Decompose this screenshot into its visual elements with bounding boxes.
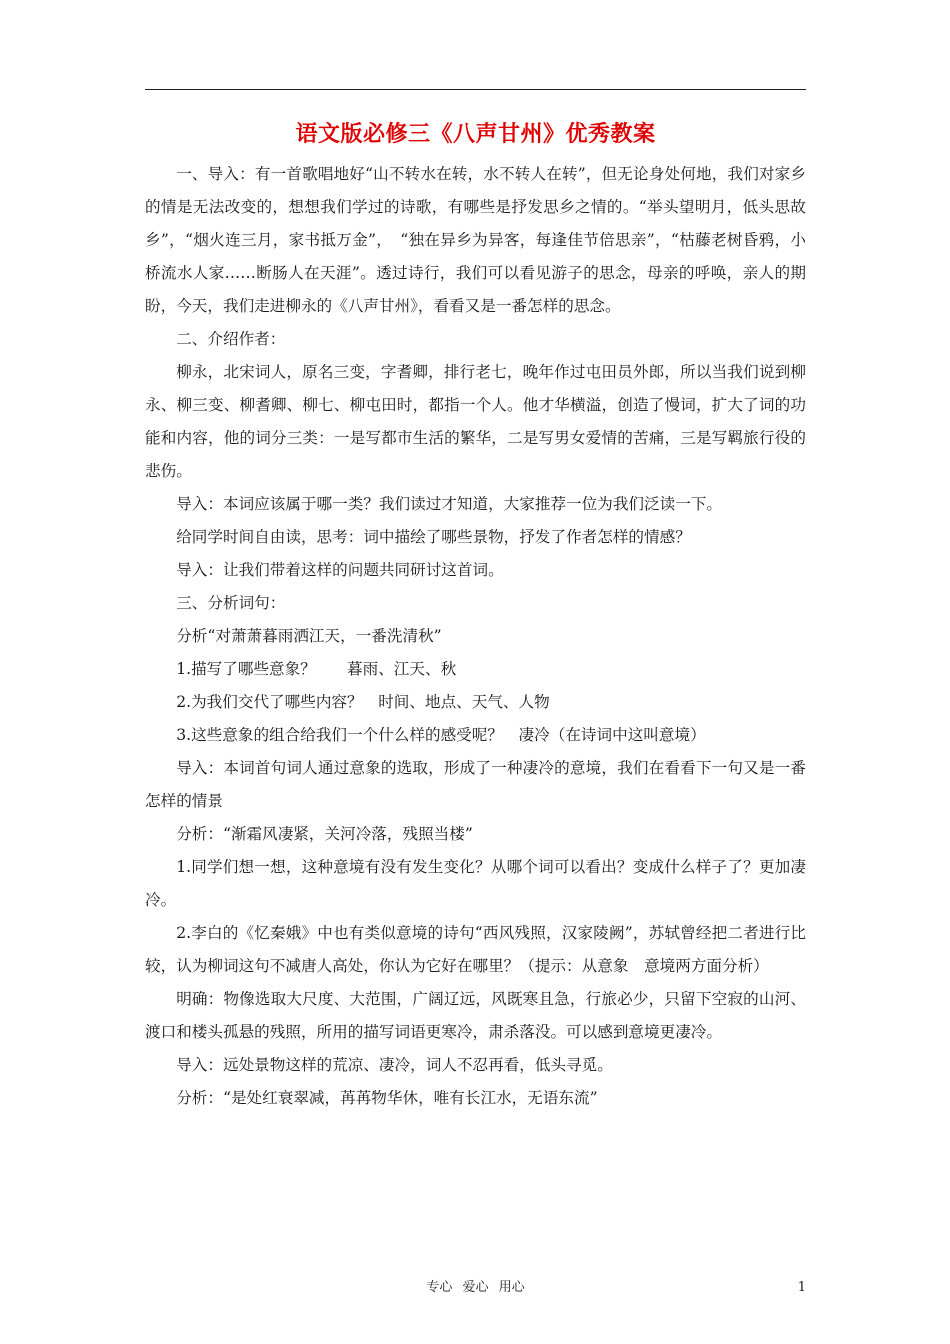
paragraph-analysis-line: 分析“对萧萧暮雨洒江天，一番洗清秋” [176, 627, 442, 645]
paragraph-reading-task: 给同学时间自由读，思考：词中描绘了哪些景物，抒发了作者怎样的情感？ [176, 528, 691, 546]
paragraph-lead-in: 导入：远处景物这样的荒凉、凄冷，词人不忍再看，低头寻觅。 [176, 1056, 613, 1074]
paragraph-answer: 明确：物像选取大尺度、大范围，广阔辽远，风既寒且急，行旅必少，只留下空寂的山河、渡口和楼头孤悬的残照，所用的描写词语更寒冷，肃杀落没。可以感到意境更凄冷。 [145, 990, 806, 1041]
question-item: 1.描写了哪些意象？ 暮雨、江天、秋 [176, 660, 457, 678]
header-rule [145, 89, 806, 90]
document-body [145, 158, 806, 1115]
paragraph-lead-in: 导入：本词应该属于哪一类？我们读过才知道，大家推荐一位为我们泛读一下。 [176, 495, 722, 513]
paragraph-lead-in: 导入：让我们带着这样的问题共同研讨这首词。 [176, 561, 504, 579]
section-heading-analysis: 三、分析词句： [176, 594, 286, 612]
paragraph-analysis-line: 分析：“是处红衰翠减，苒苒物华休，唯有长江水，无语东流” [176, 1089, 598, 1107]
page-number: 1 [797, 1280, 806, 1295]
paragraph-author: 柳永，北宋词人，原名三变，字耆卿，排行老七，晚年作过屯田员外郎，所以当我们说到柳永、柳三变、柳耆卿、柳七、柳屯田时，都指一个人。他才华横溢，创造了慢词，扩大了词的功能和内容，他的词分三类：一是写都市生活的繁华，二是写男女爱情的苦痛，三是写羁旅行役的悲伤。 [145, 363, 806, 480]
paragraph-lead-in: 导入：本词首句词人通过意象的选取，形成了一种凄冷的意境，我们在看看下一句又是一番怎样的情景 [145, 759, 806, 810]
page-footer [145, 1278, 806, 1298]
question-item: 2.李白的《忆秦娥》中也有类似意境的诗句“西风残照，汉家陵阙”，苏轼曾经把二者进行比较，认为柳词这句不减唐人高处，你认为它好在哪里？（提示：从意象 意境两方面分析） [145, 924, 806, 975]
question-item: 1.同学们想一想，这种意境有没有发生变化？从哪个词可以看出？变成什么样子了？更加凄冷。 [145, 858, 806, 909]
question-item: 3.这些意象的组合给我们一个什么样的感受呢？ 凄冷（在诗词中这叫意境） [176, 726, 706, 744]
document-title: 语文版必修三《八声甘州》优秀教案 [295, 121, 656, 147]
footer-motto: 专心 爱心 用心 [426, 1280, 525, 1295]
question-item: 2.为我们交代了哪些内容？ 时间、地点、天气、人物 [176, 693, 550, 711]
section-heading-author: 二、介绍作者： [176, 330, 286, 348]
paragraph-analysis-line: 分析：“渐霜风凄紧，关河冷落，残照当楼” [176, 825, 473, 843]
paragraph-intro: 一、导入：有一首歌唱地好“山不转水在转，水不转人在转”，但无论身处何地，我们对家乡的情是无法改变的，想想我们学过的诗歌，有哪些是抒发思乡之情的。“举头望明月，低头思故乡”，“烟火连三月，家书抵万金”， “独在异乡为异客，每逢佳节倍思亲”，“枯藤老树昏鸦，小桥流水人家……断肠人在天涯”。透过诗行，我们可以看见游子的思念，母亲的呼唤，亲人的期盼，今天，我们走进柳永的《八声甘州》，看看又是一番怎样的思念。 [145, 165, 806, 315]
